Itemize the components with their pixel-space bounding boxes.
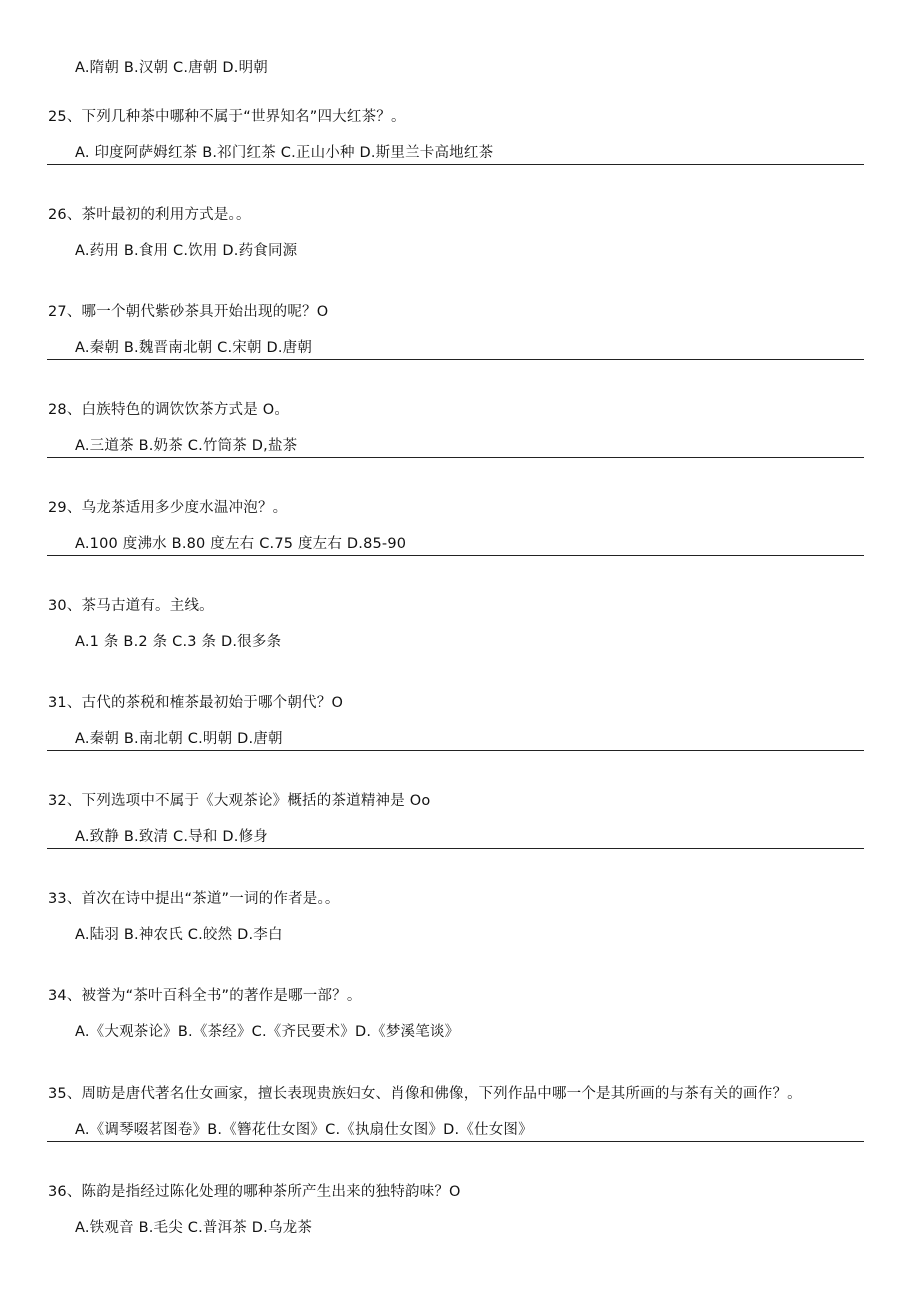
divider [47,457,864,458]
divider [47,555,864,556]
q26-options: A.药用 B.食用 C.饮用 D.药食同源 [75,243,298,259]
divider [47,750,864,751]
q27-options: A.秦朝 B.魏晋南北朝 C.宋朝 D.唐朝 [75,340,313,356]
divider [47,1141,864,1142]
q25-options: A. 印度阿萨姆红茶 B.祁门红茶 C.正山小种 D.斯里兰卡高地红茶 [75,145,494,161]
q33-text: 33、首次在诗中提出“茶道”一词的作者是。。 [48,891,340,907]
q28-text: 28、白族特色的调饮饮茶方式是 O。 [48,402,290,418]
q24-options: A.隋朝 B.汉朝 C.唐朝 D.明朝 [75,60,268,76]
q29-options: A.100 度沸水 B.80 度左右 C.75 度左右 D.85-90 [75,536,407,552]
q25-text: 25、下列几种茶中哪种不属于“世界知名”四大红茶？。 [48,109,406,125]
q29-text: 29、乌龙茶适用多少度水温冲泡？。 [48,500,288,516]
q30-options: A.1 条 B.2 条 C.3 条 D.很多条 [75,634,282,650]
q31-text: 31、古代的茶税和榷茶最初始于哪个朝代？O [48,695,344,711]
q35-text: 35、周昉是唐代著名仕女画家，擅长表现贵族妇女、肖像和佛像，下列作品中哪一个是其所画的与茶有关的画作？。 [48,1086,802,1102]
q30-text: 30、茶马古道有。主线。 [48,598,214,614]
divider [47,848,864,849]
divider [47,359,864,360]
q34-options: A.《大观茶论》B.《茶经》C.《齐民要术》D.《梦溪笔谈》 [75,1024,460,1040]
q32-text: 32、下列选项中不属于《大观茶论》概括的茶道精神是 Oo [48,793,431,809]
q36-options: A.铁观音 B.毛尖 C.普洱茶 D.乌龙茶 [75,1220,313,1236]
q27-text: 27、哪一个朝代紫砂茶具开始出现的呢？O [48,304,329,320]
q34-text: 34、被誉为“茶叶百科全书”的著作是哪一部？。 [48,988,362,1004]
q26-text: 26、茶叶最初的利用方式是。。 [48,207,251,223]
q32-options: A.致静 B.致清 C.导和 D.修身 [75,829,268,845]
q28-options: A.三道茶 B.奶茶 C.竹筒茶 D,盐茶 [75,438,298,454]
q33-options: A.陆羽 B.神农氏 C.皎然 D.李白 [75,927,283,943]
q36-text: 36、陈韵是指经过陈化处理的哪种茶所产生出来的独特韵味？O [48,1184,461,1200]
q31-options: A.秦朝 B.南北朝 C.明朝 D.唐朝 [75,731,283,747]
divider [47,164,864,165]
q35-options: A.《调琴啜茗图卷》B.《簪花仕女图》C.《执扇仕女图》D.《仕女图》 [75,1122,533,1138]
